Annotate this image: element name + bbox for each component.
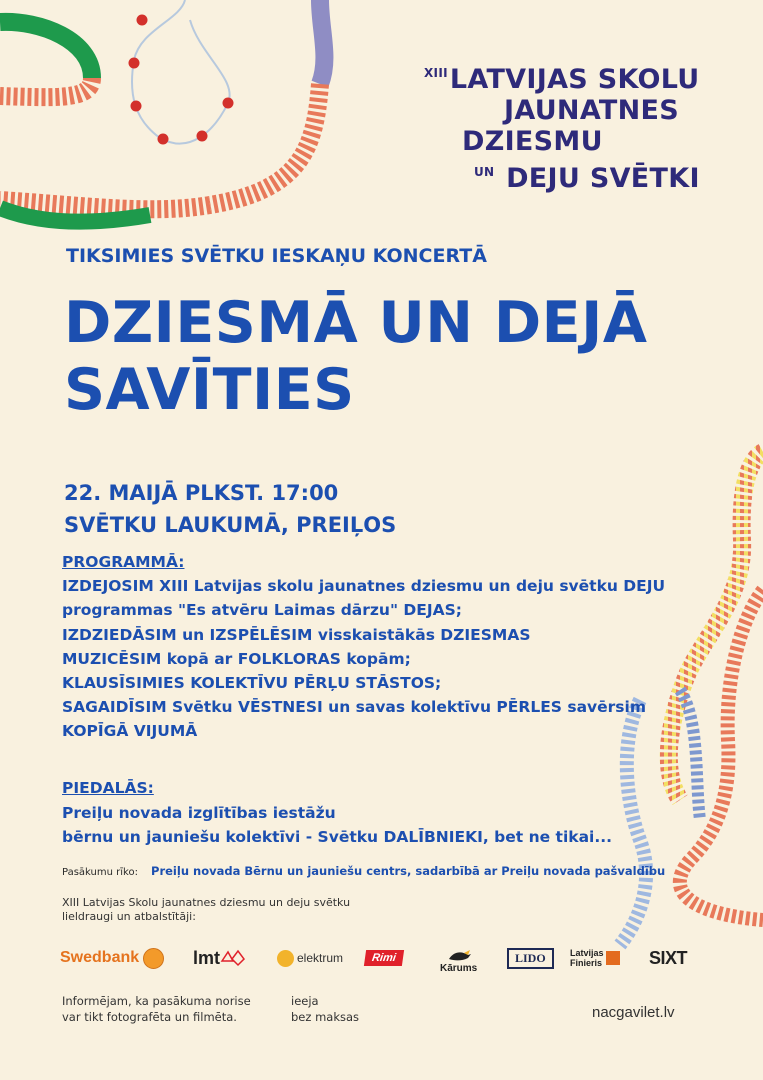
festival-title-line3: DZIESMU bbox=[462, 126, 603, 157]
program-item: IZDZIEDĀSIM un IZSPĒLĒSIM visskaistākās DZIESMAS bbox=[62, 625, 531, 644]
festival-title-line1: LATVIJAS SKOLU bbox=[449, 64, 700, 95]
finieris-text-1: Latvijas bbox=[570, 948, 604, 958]
lido-logo bbox=[507, 942, 554, 974]
coral-ribbon-left bbox=[0, 200, 210, 209]
free-entry-note bbox=[291, 993, 359, 1025]
sixt-logo bbox=[649, 942, 687, 974]
festival-title-line4: DEJU SVĒTKI bbox=[506, 163, 700, 194]
sponsor-logos bbox=[60, 942, 700, 974]
festival-title-line2: JAUNATNES bbox=[504, 95, 680, 126]
event-headline bbox=[64, 290, 647, 424]
festival-title bbox=[424, 58, 700, 194]
coral-ribbon-right bbox=[680, 590, 763, 920]
bead bbox=[197, 131, 208, 142]
lido-text: LIDO bbox=[507, 948, 554, 969]
elektrum-logo bbox=[277, 942, 343, 974]
participants-item: bērnu un jauniešu kolektīvi - Svētku DALĪBNIEKI, bet ne tikai... bbox=[62, 828, 613, 846]
finieris-text-2: Finieris bbox=[570, 958, 603, 968]
photo-notice bbox=[62, 993, 251, 1025]
program-header: PROGRAMMĀ: bbox=[62, 553, 185, 571]
event-date: 22. MAIJĀ PLKST. 17:00 bbox=[64, 481, 339, 505]
green-ribbon-top bbox=[0, 22, 92, 78]
finieris-logo bbox=[570, 942, 620, 974]
lmt-icon bbox=[220, 949, 248, 967]
supporters-text bbox=[62, 896, 350, 924]
program-item: KLAUSĪSIMIES KOLEKTĪVU PĒRĻU STĀSTOS; bbox=[62, 674, 442, 693]
participants-section bbox=[62, 776, 612, 850]
festival-number: XIII bbox=[424, 66, 448, 80]
yellow-ribbon-right bbox=[669, 452, 763, 800]
karums-text: Kārums bbox=[440, 963, 478, 974]
swedbank-logo bbox=[60, 942, 164, 974]
swedbank-text: Swedbank bbox=[60, 949, 140, 966]
program-item: programmas "Es atvēru Laimas dārzu" DEJAS; bbox=[62, 601, 463, 620]
sixt-text: SIXT bbox=[649, 947, 688, 968]
event-place: SVĒTKU LAUKUMĀ, PREIĻOS bbox=[64, 513, 397, 537]
lmt-text: lmt bbox=[193, 947, 220, 968]
bead bbox=[131, 101, 142, 112]
bead bbox=[137, 15, 148, 26]
headline-line2: SAVĪTIES bbox=[64, 357, 355, 423]
invite-text: TIKSIMIES SVĒTKU IESKAŅU KONCERTĀ bbox=[66, 245, 487, 267]
program-item: IZDEJOSIM XIII Latvijas skolu jaunatnes dziesmu un deju svētku DEJU bbox=[62, 577, 666, 596]
organizer-value: Preiļu novada Bērnu un jauniešu centrs, sadarbībā ar Preiļu novada pašvaldību bbox=[151, 864, 666, 878]
elektrum-icon bbox=[277, 950, 294, 967]
organizer-label: Pasākumu rīko: bbox=[62, 867, 138, 878]
karums-logo bbox=[440, 942, 477, 974]
supporters-line1: XIII Latvijas Skolu jaunatnes dziesmu un deju svētku bbox=[62, 896, 351, 909]
finieris-icon bbox=[606, 951, 620, 965]
free-entry-line2: bez maksas bbox=[291, 1010, 360, 1024]
headline-line1: DZIESMĀ UN DEJĀ bbox=[64, 290, 648, 356]
photo-notice-line1: Informējam, ka pasākuma norise bbox=[62, 994, 251, 1008]
photo-notice-line2: var tikt fotografēta un filmēta. bbox=[62, 1010, 237, 1024]
coral-ribbon-top bbox=[0, 78, 92, 97]
program-section bbox=[62, 550, 665, 744]
karums-bird-icon bbox=[446, 949, 472, 963]
participants-header: PIEDALĀS: bbox=[62, 779, 154, 797]
free-entry-line1: ieeja bbox=[291, 994, 319, 1008]
lmt-logo bbox=[193, 942, 248, 974]
rimi-text: Rimi bbox=[364, 950, 404, 966]
rimi-logo bbox=[365, 942, 403, 974]
bead bbox=[158, 134, 169, 145]
program-item: MUZICĒSIM kopā ar FOLKLORAS kopām; bbox=[62, 649, 411, 668]
program-item: KOPĪGĀ VIJUMĀ bbox=[62, 722, 198, 741]
bead bbox=[223, 98, 234, 109]
organizer-line bbox=[62, 860, 665, 879]
elektrum-text: elektrum bbox=[297, 951, 344, 965]
swedbank-icon bbox=[143, 948, 164, 969]
bead bbox=[129, 58, 140, 69]
program-item: SAGAIDĪSIM Svētku VĒSTNESI un savas kolektīvu PĒRLES savērsim bbox=[62, 698, 646, 717]
festival-title-un: UN bbox=[474, 165, 495, 179]
website-link[interactable]: nacgavilet.lv bbox=[592, 1004, 675, 1021]
participants-item: Preiļu novada izglītības iestāžu bbox=[62, 803, 336, 822]
purple-ribbon bbox=[320, 0, 324, 84]
supporters-line2: lieldraugi un atbalstītāji: bbox=[62, 910, 196, 923]
